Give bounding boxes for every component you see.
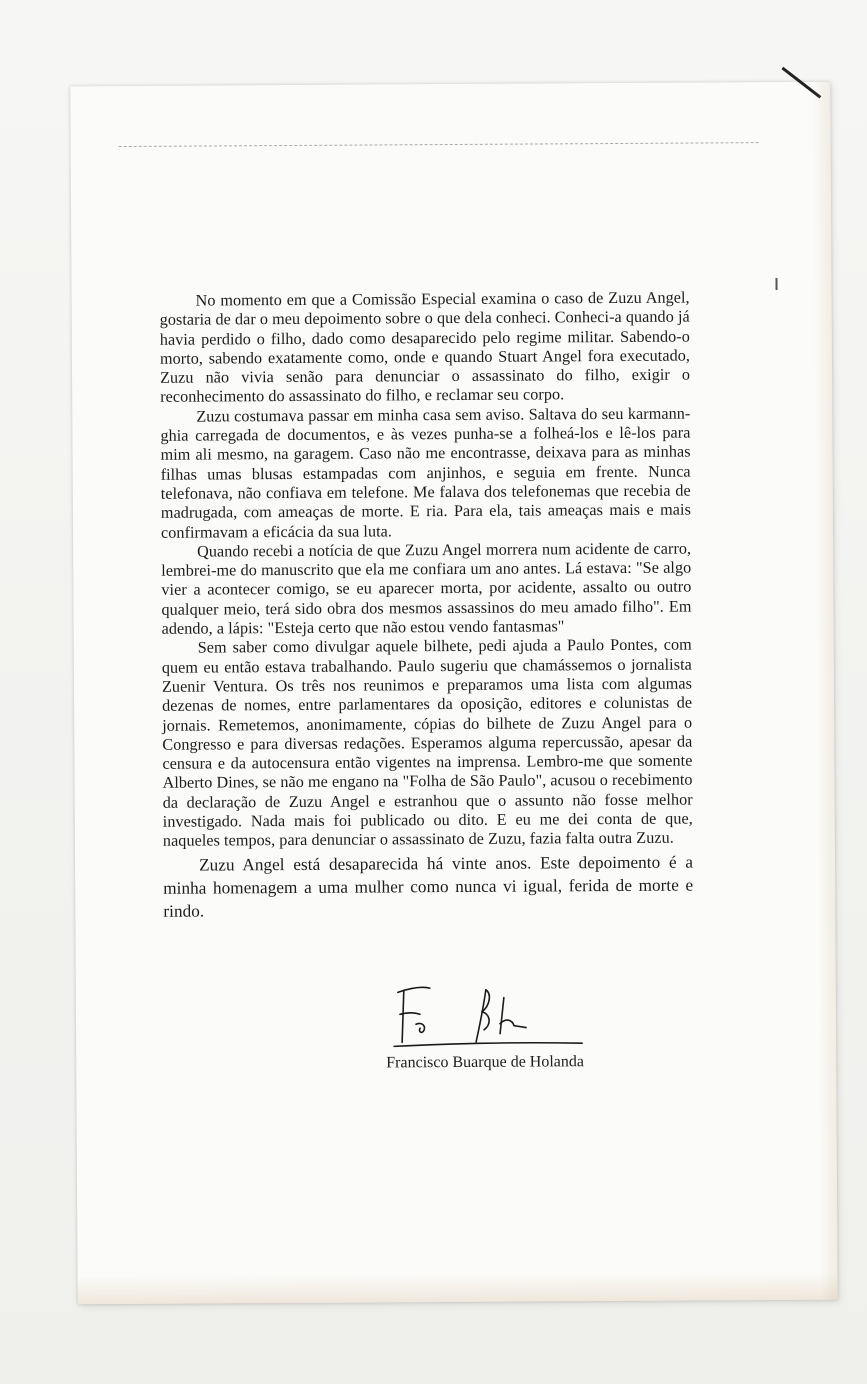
paragraph-1: No momento em que a Comissão Especial examina o caso de Zuzu Angel, gostaria de dar o meu depoimento sobre o que dela conheci. Conheci-a quando já havia perdido o filho, dado como desaparecido pelo regime militar. Sabendo-o morto, sabendo exatamente como, onde e quando Stuart Angel fora executado, Zuzu não vivia senão para denunciar o assassinato do filho, exigir o reconhecimento do assassinato do filho, e reclamar seu corpo. [159, 288, 691, 407]
paragraph-closing: Zuzu Angel está desaparecida há vinte anos. Este depoimento é a minha homenagem a uma mulher como nunca vi igual, ferida de morte e rindo. [163, 852, 694, 921]
paragraph-3: Quando recebi a notícia de que Zuzu Angel morrera num acidente de carro, lembrei-me do manuscrito que ela me confiara um ano antes. Lá estava: "Se algo vier a acontecer comigo, se eu aparecer morta, por acidente, assalto ou outro qualquer meio, terá sido obra dos mesmos assassinos do meu amado filho". Em adendo, a lápis: "Esteja certo que não estou vendo fantasmas" [161, 539, 692, 638]
paper-sheet [70, 82, 837, 1305]
paragraph-2: Zuzu costumava passar em minha casa sem aviso. Saltava do seu karmann-ghia carregada de documentos, e às vezes punha-se a folheá-los e lê-los para mim ali mesmo, na garagem. Caso não me encontrasse, deixava para as minhas filhas umas blusas estampadas com anjinhos, e seguia em frente. Nunca telefonava, não confiava em telefone. Me falava dos telefonemas que recebia de madrugada, com ameaças de morte. E ria. Para ela, tais ameaças mais e mais confirmavam a eficácia da sua luta. [160, 404, 691, 542]
margin-tick [775, 278, 777, 290]
bottom-edge-stain [78, 1272, 838, 1305]
dashed-fold-line [119, 142, 759, 147]
handwritten-signature [386, 983, 596, 1064]
letter-body [160, 289, 694, 923]
signatory-name: Francisco Buarque de Holanda [386, 1053, 585, 1072]
paragraph-4: Sem saber como divulgar aquele bilhete, pedi ajuda a Paulo Pontes, com quem eu então estava trabalhando. Paulo sugeriu que chamássemos o jornalista Zuenir Ventura. Os três nos reunimos e preparamos uma lista com algumas dezenas de nomes, entre parlamentares da oposição, editores e colunistas de jornais. Remetemos, anonimamente, cópias do bilhete de Zuzu Angel para o Congresso e para diversas redações. Esperamos alguma repercussão, apesar da censura e da autocensura então vigentes na imprensa. Lembro-me que somente Alberto Dines, se não me engano na "Folha de São Paulo", acusou o recebimento da declaração de Zuzu Angel e estranhou que o assunto não fosse melhor investigado. Nada mais foi publicado ou dito. E eu me dei conta de que, naqueles tempos, para denunciar o assassinato de Zuzu, fazia falta outra Zuzu. [161, 635, 693, 851]
